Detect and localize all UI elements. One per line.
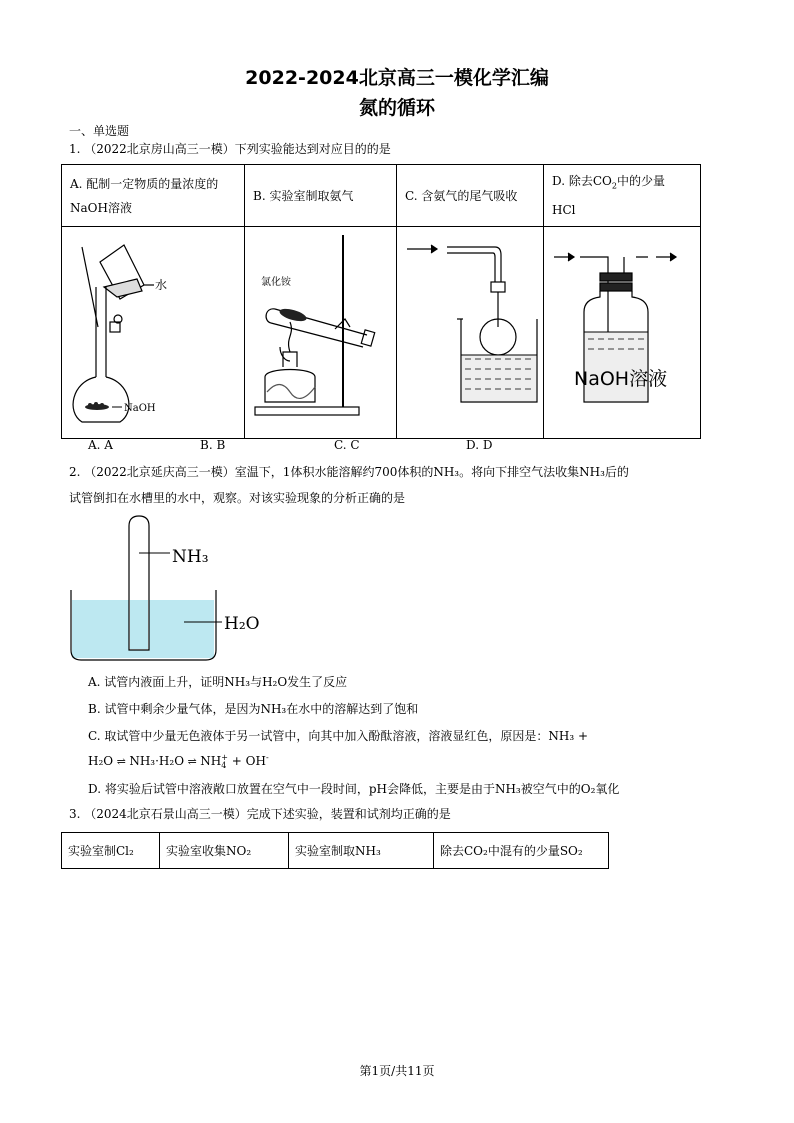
section-heading: 一、单选题 <box>69 124 130 138</box>
q1-option-c[interactable]: C. C <box>334 438 360 452</box>
volumetric-flask-figure <box>62 227 244 435</box>
q1-table <box>61 164 701 439</box>
q2-stem-line2: 试管倒扣在水槽里的水中，观察。对该实验现象的分析正确的是 <box>69 491 406 505</box>
label-nh4cl: 氯化铵 <box>261 277 291 289</box>
q1-cell-d: D. 除去$CO_2$中的少量 HCl <box>544 165 701 227</box>
q2-stem-line1: 2. （2022北京延庆高三一模）室温下，1体积水能溶解约700体积的NH₃。将向下排空气法收集NH₃后的 <box>69 465 629 479</box>
q3-cell-3: 实验室制取NH₃ <box>289 833 434 869</box>
q3-table <box>61 832 609 869</box>
q1-cell-b: B. 实验室制取氨气 <box>245 165 397 227</box>
label-h2o: H₂O <box>224 614 260 634</box>
q3-cell-1: 实验室制Cl₂ <box>62 833 160 869</box>
ammonia-prep-figure <box>245 227 396 435</box>
q2-option-c-equation: H₂O ⇌ NH₃·H₂O ⇌ NH + 4 + OH- <box>88 752 269 770</box>
q1-figure-b <box>245 227 397 439</box>
q1-option-b[interactable]: B. B <box>200 438 226 452</box>
ammonia-fountain-figure <box>66 510 276 666</box>
q1-figure-c <box>397 227 544 439</box>
q2-option-d[interactable]: D. 将实验后试管中溶液敞口放置在空气中一段时间，pH会降低，主要是由于NH₃被空气中的O₂氧化 <box>88 782 620 796</box>
q1-option-d[interactable]: D. D <box>466 438 493 452</box>
tail-gas-absorption-figure <box>397 227 543 435</box>
q3-stem: 3. （2024北京石景山高三一模）完成下述实验，装置和试剂均正确的是 <box>69 807 451 821</box>
gas-washing-bottle-figure <box>544 227 700 435</box>
q2-option-b[interactable]: B. 试管中剩余少量气体，是因为NH₃在水中的溶解达到了饱和 <box>88 702 419 716</box>
q2-option-a[interactable]: A. 试管内液面上升，证明NH₃与H₂O发生了反应 <box>88 675 348 689</box>
label-naoh: NaOH <box>124 403 156 415</box>
q1-option-a[interactable]: A. A <box>88 438 113 452</box>
q1-figure-d <box>544 227 701 439</box>
q2-option-c[interactable]: C. 取试管中少量无色液体于另一试管中，向其中加入酚酞溶液，溶液显红色，原因是：NH₃ + <box>88 729 589 743</box>
q1-cell-c: C. 含氨气的尾气吸收 <box>397 165 544 227</box>
q1-stem: 1. （2022北京房山高三一模）下列实验能达到对应目的的是 <box>69 142 391 156</box>
label-naoh-solution: NaOH溶液 <box>574 368 668 391</box>
label-nh3: NH₃ <box>172 547 209 567</box>
q3-cell-2: 实验室收集NO₂ <box>160 833 289 869</box>
page-footer: 第1页/共11页 <box>359 1064 435 1078</box>
q1-figure-a <box>62 227 245 439</box>
q3-cell-4: 除去CO₂中混有的少量SO₂ <box>434 833 609 869</box>
q1-cell-a: A. 配制一定物质的量浓度的 NaOH溶液 <box>62 165 245 227</box>
doc-subtitle: 氮的循环 <box>358 97 435 119</box>
label-water: 水 <box>155 278 168 293</box>
doc-title: 2022-2024北京高三一模化学汇编 <box>245 67 549 89</box>
